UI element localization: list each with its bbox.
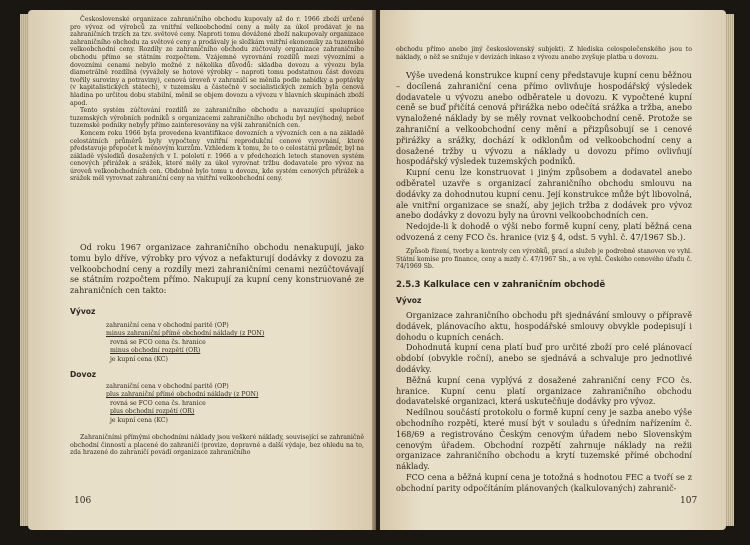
import-calc-line-1: zahraniční cena v obchodní paritě (OP): [106, 383, 229, 390]
right-export-paragraph-5: FCO cena a běžná kupní cena je totožná s hodnotou FEC a tvoří se z obchodní parity odpočítáním plánovaných (kalkulovaných) zahranič-: [396, 471, 692, 493]
section-heading: 2.5.3 Kalkulace cen v zahraničním obchodě: [396, 280, 606, 290]
export-calc-line-2: minus zahraniční přímé obchodní náklady (z PON): [106, 330, 265, 338]
left-small-text-block: [70, 16, 364, 183]
right-paragraph-1: Výše uvedená konstrukce kupní ceny představuje kupní cenu běžnou – docílená zahraniční cena přímo ovlivňuje hospodářský výsledek dodavatele u vývozu anebo odběratele u dovozu. K vypočtené kupní ceně se buď přičítá cenová přirážka nebo odečítá srážka a tržba, anebo vynaložené náklady by se měly rovnat velkoobchodní ceně. Protože se zahraniční a velkoobchodní ceny mění a přizpůsobují se i cenové přirážky a srážky, dochází k odklonům od velkoobchodní ceny a dosažené tržby u vývozu a náklady u dovozu přímo ovlivňují hospodářský výsledek tuzemských podniků.: [396, 70, 692, 167]
right-export-paragraph-1: Organizace zahraničního obchodu při sjednávání smlouvy o přípravě dodávek, plánovacího aktu, hospodářské smlouvy obvykle podepisují i dohodu o kupních cenách.: [396, 310, 692, 342]
left-main-paragraph: Od roku 1967 organizace zahraničního obchodu nenakupují, jako tomu bylo dříve, výrobky pro vývoz a nefakturují dodávky z dovozu za velkoobchodní ceny a rozdíly mezi zahraničními cenami nezúčtovávají se státním rozpočtem přímo. Nakupují za kupní ceny konstruované ze zahraničních cen takto:: [70, 242, 364, 296]
import-calc-line-3: rovná se FCO cena čs. hranice: [110, 399, 206, 407]
right-top-small-text: obchodu přímo anebo jiný československý subjekt). Z hlediska celospolečenského jsou to náklady, o něž se snižuje v devizách inkaso z vývozu anebo zvyšuje platba u dovozu.: [396, 46, 692, 61]
export-calc-line-4: minus obchodní rozpětí (OR): [110, 347, 201, 355]
left-page: [28, 10, 376, 530]
right-export-paragraph-4: Nedílnou součástí protokolu o formě kupní ceny je sazba anebo výše obchodního rozpětí, které musí být v souladu s úředním nařízením č. 168/69 a registrováno Českým cenovým úřadem nebo Slovenským cenovým úřadem. Obchodní rozpětí zahrnuje náklady na režii organizace zahraničního obchodu a krytí tuzemské přímé obchodní náklady.: [396, 407, 692, 472]
right-page-number: 107: [680, 496, 698, 506]
left-bottom-paragraph: Zahraničními přímými obchodními náklady jsou veškeré náklady, související se zahraničně obchodní činností a placené do zahraničí (provize, dopravné a další výdaje, bez ohledu na to, zda hrazené do zahraničí povádí organizace zahraničního: [70, 434, 364, 457]
left-small-paragraph-2: Tento systém zúčtování rozdílů ze zahraničního obchodu a navazující spolupráce tuzemských výrobních podniků s organizacemi zahraničního obchodu byl nevýhodný, neboť tuzemské podniky nebyly přímo zainteresovány na výši zahraničních cen.: [70, 107, 364, 130]
page-edges-right: [726, 14, 734, 526]
import-calc-line-2: plus zahraniční přímé obchodní náklady (z PON): [106, 391, 259, 399]
left-small-paragraph-3: Koncem roku 1966 byla provedena kvantifikace dovozních a vývozních cen a na základě celostátních průměrů byly vypočteny vnitřní reprodukční cenové vyrovnání, které představuje přepočet k měnovým kurzům. Vzhledem k tomu, že to o celostátní průměr, byl na základě výsledků dosažených v I. pololetí r. 1966 a v předchozích letech stanoven systém cenových přirážek a srážek, které měly za úkol vyrovnat tržbu dodavatele pro vývoz na úroveň velkoobchodních cen. Obdobně bylo tomu u dovozu, kde systém cenových přirážek a srážek měl vyrovnat zahraniční ceny na vnitřní velkoobchodní ceny.: [70, 129, 364, 183]
right-export-text-block: [396, 310, 692, 494]
import-calc-line-5: je kupní cena (KC): [110, 416, 168, 424]
export-calc-line-5: je kupní cena (KC): [110, 355, 168, 363]
right-main-text-block: [396, 70, 692, 243]
import-calc-line-4: plus obchodní rozpětí (OR): [110, 408, 195, 416]
right-paragraph-3: Nedojde-li k dohodě o výši nebo formě kupní ceny, platí běžná cena odvozená z ceny FCO čs. hranice (viz § 4, odst. 5 vyhl. č. 47/1967 Sb.).: [396, 221, 692, 242]
right-note-small: Způsob řízení, tvorby a kontroly cen výrobků, prací a služeb je podrobně stanoven ve vyhl. Státní komise pro finance, ceny a mzdy č. 47/1967 Sb., a ve vyhl. Českého cenového úřadu č. 74/1969 Sb.: [396, 248, 692, 271]
export-calc-line-1: zahraniční cena v obchodní paritě (OP): [106, 322, 229, 329]
left-export-heading: Vývoz: [70, 307, 96, 316]
right-paragraph-2: Kupní cenu lze konstruovat i jiným způsobem a dodavatel anebo odběratel uzavře s organizací zahraničního obchodu smlouvu na dodávky za dohodnutou kupní cenu. Její konstrukce může být libovolná, ale vnitřní organizace se snaží, aby jejich tržba z dodávek pro vývoz anebo dodávky z dovozu byly na úrovni velkoobchodních cen.: [396, 167, 692, 221]
right-export-paragraph-2: Dohodnutá kupní cena platí buď pro určité zboží pro celé plánovací období (obvykle roční), anebo se sjednává a schvaluje pro jednotlivé dodávky.: [396, 342, 692, 374]
left-import-calculation: [106, 383, 258, 425]
left-import-heading: Dovoz: [70, 370, 97, 379]
right-page: [380, 10, 726, 530]
left-small-paragraph-1: Československé organizace zahraničního obchodu kupovaly až do r. 1966 zboží určené pro vývoz od výrobců za vnitřní velkoobchodní ceny a měly za úkol prodávat je na zahraničních trzích za tzv. světové ceny. Naproti tomu dovážené zboží nakupovaly organizace zahraničního obchodu za světové ceny a prodávaly je složkám vnitřní ekonomiky za tuzemské velkoobchodní ceny. Rozdíly ze zahraničního obchodu zúčtovaly organizace zahraničního obchodu přímo se státním rozpočtem. Vzájemné vyrovnání rozdílů mezi vývozními a dovozními cenami nebylo možné z několika důvodů: skladba dovozu a vývozu byla diametrálně rozdílná (vyvážely se hotové výrobky – naproti tomu podstatnou část dovozu tvořily suroviny a potraviny), cenová úroveň v zahraničí se měnila podle nabídky a poptávky (v kapitalistických státech), v tuzemsku a částečně v socialistických zemích byla cenová hladina po určitou dobu stabilní, měnil se objem dovozu a vývozu v hlavních skupinách zboží apod.: [70, 16, 364, 107]
export-calc-line-3: rovná se FCO cena čs. hranice: [110, 338, 206, 346]
right-export-heading: Vývoz: [396, 296, 422, 305]
left-export-calculation: [106, 322, 264, 364]
left-page-number: 106: [74, 496, 92, 506]
right-export-paragraph-3: Běžná kupní cena vyplývá z dosažené zahraniční ceny FCO čs. hranice. Kupní cenu platí organizace zahraničního obchodu dodavatelské organizaci, která uskutečňuje dodávky pro vývoz.: [396, 374, 692, 407]
